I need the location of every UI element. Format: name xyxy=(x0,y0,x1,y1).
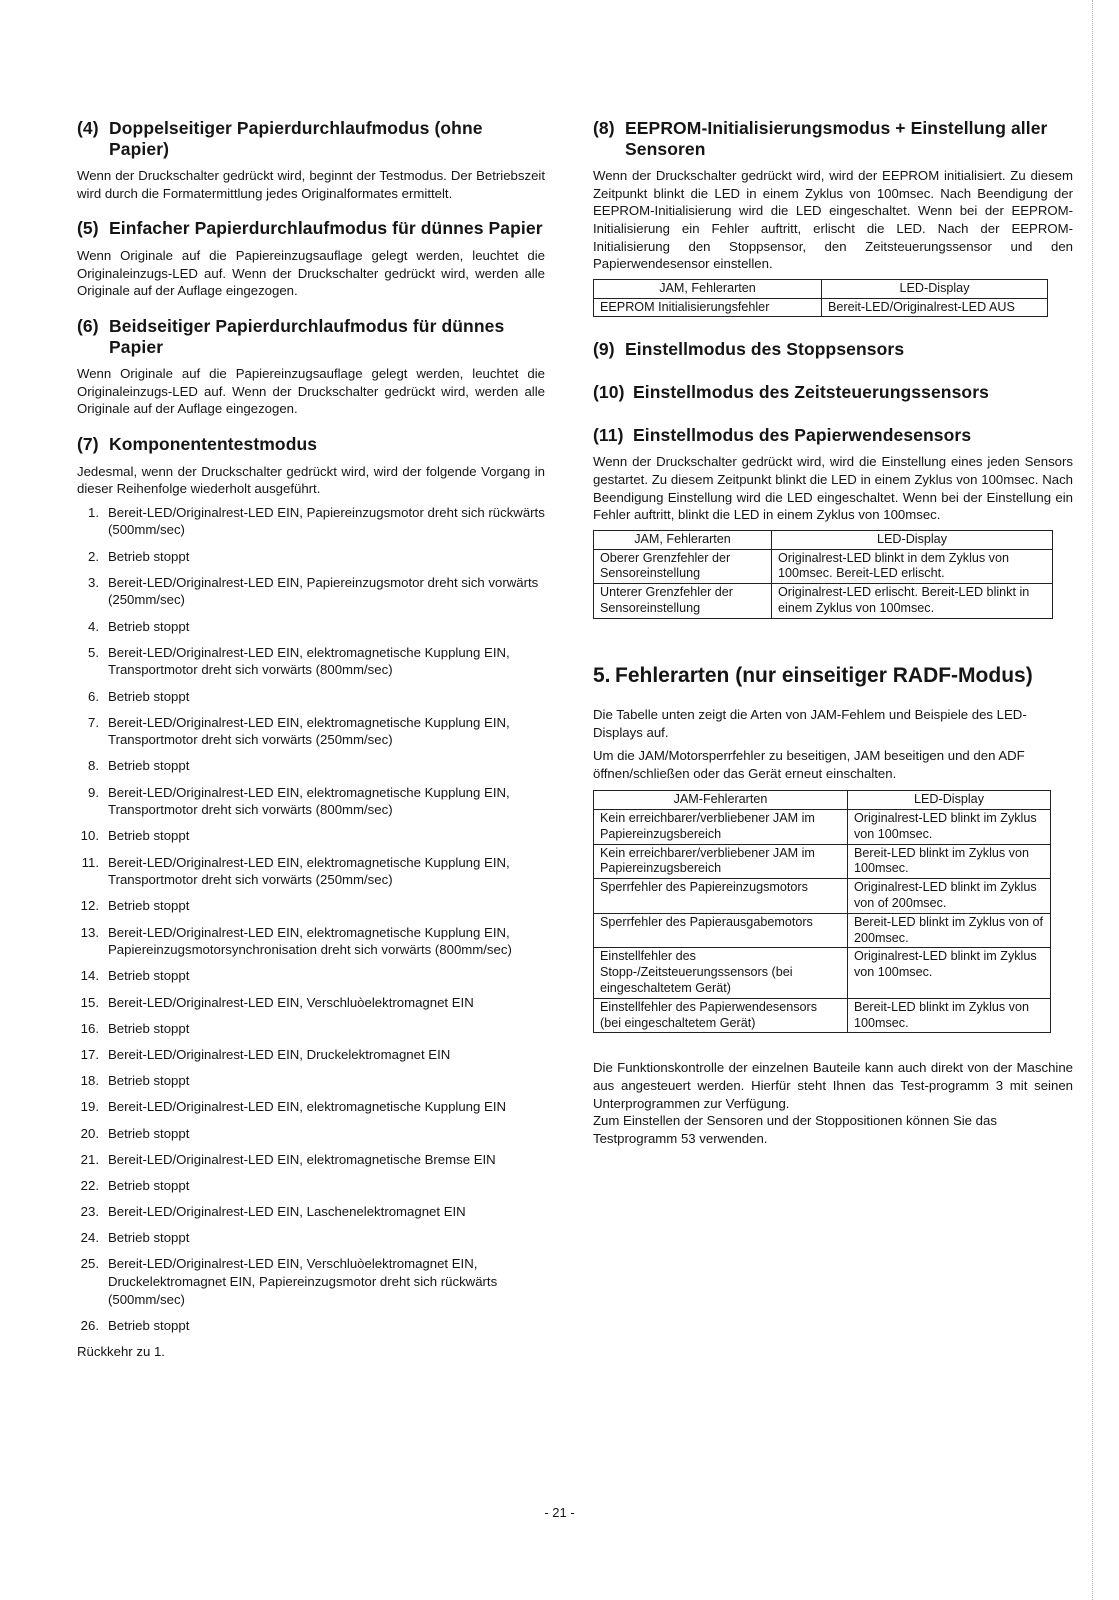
table-row xyxy=(594,948,1051,998)
list-item xyxy=(77,994,545,1012)
step-text: Bereit-LED/Originalrest-LED EIN, Papiereinzugsmotor dreht sich vorwärts (250mm/sec) xyxy=(108,574,539,608)
closing-text-2: Zum Einstellen der Sensoren und der Stoppositionen können Sie das Testprogramm 53 verwenden. xyxy=(593,1113,997,1146)
table-row xyxy=(594,298,1048,317)
step-text: Bereit-LED/Originalrest-LED EIN, Verschluòelektromagnet EIN xyxy=(108,994,474,1010)
step-number: 23. xyxy=(80,1204,99,1220)
section-7 xyxy=(77,434,545,1361)
list-item xyxy=(77,1020,545,1038)
table-cell: Originalrest-LED blinkt im Zyklus von 100msec. xyxy=(848,948,1051,998)
step-text: Bereit-LED/Originalrest-LED EIN, elektromagnetische Kupplung EIN, Transportmotor dreht sich vorwärts (250mm/sec) xyxy=(108,714,510,748)
section-heading: (5) Einfacher Papierdurchlaufmodus für dünnes Papier xyxy=(77,218,543,239)
step-number: 4. xyxy=(88,618,99,634)
table-row xyxy=(594,584,1053,619)
step-number: 2. xyxy=(88,548,99,564)
table-cell: Unterer Grenzfehler der Sensoreinstellung xyxy=(594,584,772,619)
section-4 xyxy=(77,118,545,202)
step-text: Betrieb stoppt xyxy=(108,688,190,704)
table-cell: Kein erreichbarer/verbliebener JAM im Papiereinzugsbereich xyxy=(594,844,848,879)
list-item xyxy=(77,1098,545,1116)
step-text: Betrieb stoppt xyxy=(108,898,190,914)
list-item xyxy=(77,574,545,609)
step-text: Betrieb stoppt xyxy=(108,1317,190,1333)
table-header-cell: JAM-Fehlerarten xyxy=(594,791,848,810)
step-text: Betrieb stoppt xyxy=(108,828,190,844)
step-number: 10. xyxy=(80,828,99,844)
step-text: Bereit-LED/Originalrest-LED EIN, elektromagnetische Kupplung EIN, Transportmotor dreht sich vorwärts (800mm/sec) xyxy=(108,644,510,678)
section-text: Wenn der Druckschalter gedrückt wird, wird der EEPROM initialisiert. Zu diesem Zeitpunkt blinkt die LED in einem Zyklus von 100msec. Nach Beendigung der EEPROM-Initialisierung wird die LED eingeschaltet. Wenn bei der EEPROM-Initialisierung ein Fehler auftritt, erlischt die LED. Nach der EEPROM-Initialisierung den Stoppsensor, den Zeitsteuerungssensor und den Papierwendesensor einstellen. xyxy=(593,168,1073,272)
step-text: Betrieb stoppt xyxy=(108,968,190,984)
list-item xyxy=(77,644,545,679)
step-text: Betrieb stoppt xyxy=(108,1020,190,1036)
chapter-heading: 5. Fehlerarten (nur einseitiger RADF-Modus) xyxy=(593,663,1033,687)
list-item xyxy=(77,1317,545,1335)
list-item xyxy=(77,897,545,915)
sensor-error-table xyxy=(593,530,1053,619)
section-heading: (6) Beidseitiger Papierdurchlaufmodus für dünnes Papier xyxy=(77,315,505,357)
step-text: Bereit-LED/Originalrest-LED EIN, elektromagnetische Kupplung EIN, Transportmotor dreht sich vorwärts (250mm/sec) xyxy=(108,854,510,888)
section-text: Wenn der Druckschalter gedrückt wird, wird die Einstellung eines jeden Sensors gestartet. Zu diesem Zeitpunkt blinkt die LED in einem Zyklus von 100msec. Nach Beendigung Einstellung wird die LED eingeschaltet. Wenn bei der Einstellung ein Fehler auftritt, blinkt die LED in einem Zyklus von 100msec. xyxy=(593,454,1073,523)
list-item xyxy=(77,1203,545,1221)
table-header-row xyxy=(594,279,1048,298)
section-heading: (11) Einstellmodus des Papierwendesensors xyxy=(593,424,972,445)
step-number: 20. xyxy=(80,1125,99,1141)
chapter-text-2: Um die JAM/Motorsperrfehler zu beseitigen, JAM beseitigen und den ADF öffnen/schließen oder das Gerät erneut einschalten. xyxy=(593,748,1025,781)
step-text: Bereit-LED/Originalrest-LED EIN, elektromagnetische Kupplung EIN xyxy=(108,1099,507,1115)
table-row xyxy=(594,998,1051,1033)
table-header-row xyxy=(594,791,1051,810)
jam-error-table xyxy=(593,790,1051,1033)
eeprom-error-table xyxy=(593,279,1048,318)
step-number: 13. xyxy=(80,924,99,940)
step-number: 21. xyxy=(80,1151,99,1167)
list-item xyxy=(77,1255,545,1308)
table-cell: Oberer Grenzfehler der Sensoreinstellung xyxy=(594,549,772,584)
step-number: 14. xyxy=(80,968,99,984)
section-6 xyxy=(77,316,545,418)
step-text: Betrieb stoppt xyxy=(108,618,190,634)
table-cell: Bereit-LED blinkt im Zyklus von of 200msec. xyxy=(848,913,1051,948)
step-text: Bereit-LED/Originalrest-LED EIN, elektromagnetische Bremse EIN xyxy=(108,1151,496,1167)
list-item xyxy=(77,1072,545,1090)
table-cell: Sperrfehler des Papierausgabemotors xyxy=(594,913,848,948)
table-cell: Kein erreichbarer/verbliebener JAM im Papiereinzugsbereich xyxy=(594,810,848,845)
list-item xyxy=(77,1125,545,1143)
list-item xyxy=(77,504,545,539)
list-item xyxy=(77,1046,545,1064)
table-header-row xyxy=(594,530,1053,549)
table-cell: Originalrest-LED erlischt. Bereit-LED blinkt in einem Zyklus von 100msec. xyxy=(772,584,1053,619)
table-row xyxy=(594,879,1051,914)
step-number: 12. xyxy=(80,898,99,914)
list-item xyxy=(77,714,545,749)
section-heading: (8) EEPROM-Initialisierungsmodus + Einstellung aller Sensoren xyxy=(593,118,1048,159)
step-text: Bereit-LED/Originalrest-LED EIN, elektromagnetische Kupplung EIN, Transportmotor dreht sich vorwärts (800mm/sec) xyxy=(108,784,510,818)
table-cell: Originalrest-LED blinkt in dem Zyklus von 100msec. Bereit-LED erlischt. xyxy=(772,549,1053,584)
table-cell: Originalrest-LED blinkt im Zyklus von 100msec. xyxy=(848,810,1051,845)
step-text: Betrieb stoppt xyxy=(108,1073,190,1089)
table-cell: Bereit-LED blinkt im Zyklus von 100msec. xyxy=(848,998,1051,1033)
table-cell: Bereit-LED/Originalrest-LED AUS xyxy=(822,298,1048,317)
closing-text-1: Die Funktionskontrolle der einzelnen Bauteile kann auch direkt von der Maschine aus angesteuert werden. Hierfür steht Ihnen das Test-programm 3 mit seinen Unterprogrammen zur Verfügung. xyxy=(593,1060,1073,1111)
table-cell: Sperrfehler des Papiereinzugsmotors xyxy=(594,879,848,914)
section-11 xyxy=(593,425,1073,619)
step-text: Betrieb stoppt xyxy=(108,758,190,774)
list-item xyxy=(77,924,545,959)
step-text: Bereit-LED/Originalrest-LED EIN, Verschluòelektromagnet EIN, Druckelektromagnet EIN, Papiereinzugsmotor dreht sich rückwärts (500mm/sec) xyxy=(108,1256,498,1307)
table-row xyxy=(594,844,1051,879)
page-number: - 21 - xyxy=(544,1505,575,1520)
table-header-cell: JAM, Fehlerarten xyxy=(594,279,822,298)
step-text: Betrieb stoppt xyxy=(108,1177,190,1193)
step-text: Betrieb stoppt xyxy=(108,1230,190,1246)
section-5 xyxy=(77,218,545,299)
step-text: Bereit-LED/Originalrest-LED EIN, Papiereinzugsmotor dreht sich rückwärts (500mm/sec) xyxy=(108,504,545,538)
step-number: 22. xyxy=(80,1177,99,1193)
section-text: Jedesmal, wenn der Druckschalter gedrückt wird, wird der folgende Vorgang in dieser Reihenfolge wiederholt ausgeführt. xyxy=(77,463,545,497)
list-item xyxy=(77,757,545,775)
list-item xyxy=(77,548,545,566)
step-number: 5. xyxy=(88,644,99,660)
table-cell: EEPROM Initialisierungsfehler xyxy=(594,298,822,317)
table-header-cell: LED-Display xyxy=(822,279,1048,298)
section-heading: (4) Doppelseitiger Papierdurchlaufmodus (ohne Papier) xyxy=(77,118,483,159)
section-text: Wenn Originale auf die Papiereinzugsauflage gelegt werden, leuchtet die Originaleinzugs-LED auf. Wenn der Druckschalter gedrückt wird, werden alle Originale auf der Auflage eingezogen. xyxy=(77,248,545,299)
step-number: 18. xyxy=(80,1073,99,1089)
list-item xyxy=(77,1177,545,1195)
step-number: 6. xyxy=(88,688,99,704)
step-number: 26. xyxy=(80,1317,99,1333)
step-number: 24. xyxy=(80,1230,99,1246)
step-text: Bereit-LED/Originalrest-LED EIN, elektromagnetische Kupplung EIN, Papiereinzugsmotorsynchronisation dreht sich vorwärts (800mm/sec) xyxy=(108,924,512,958)
table-row xyxy=(594,549,1053,584)
section-heading: (10) Einstellmodus des Zeitsteuerungssensors xyxy=(593,382,989,403)
step-number: 15. xyxy=(80,994,99,1010)
table-cell: Einstellfehler des Papierwendesensors (bei eingeschaltetem Gerät) xyxy=(594,998,848,1033)
list-item xyxy=(77,967,545,985)
step-text: Bereit-LED/Originalrest-LED EIN, Laschenelektromagnet EIN xyxy=(108,1204,466,1220)
table-header-cell: LED-Display xyxy=(772,530,1053,549)
left-column xyxy=(77,118,545,1377)
list-item xyxy=(77,784,545,819)
step-number: 9. xyxy=(88,784,99,800)
step-list xyxy=(77,504,545,1335)
table-cell: Einstellfehler des Stopp-/Zeitsteuerungssensors (bei eingeschaltetem Gerät) xyxy=(594,948,848,998)
section-heading: (7) Komponententestmodus xyxy=(77,433,318,454)
section-text: Wenn Originale auf die Papiereinzugsauflage gelegt werden, leuchtet die Originaleinzugs-LED auf. Wenn der Druckschalter gedrückt wird, werden alle Originale auf der Auflage eingezogen. xyxy=(77,366,545,417)
step-text: Bereit-LED/Originalrest-LED EIN, Druckelektromagnet EIN xyxy=(108,1046,451,1062)
list-item xyxy=(77,854,545,889)
step-number: 25. xyxy=(80,1256,99,1272)
table-cell: Originalrest-LED blinkt im Zyklus von of 200msec. xyxy=(848,879,1051,914)
table-row xyxy=(594,810,1051,845)
list-item xyxy=(77,1151,545,1169)
return-text: Rückkehr zu 1. xyxy=(77,1344,165,1359)
step-number: 8. xyxy=(88,758,99,774)
chapter-text-1: Die Tabelle unten zeigt die Arten von JAM-Fehlem und Beispiele des LED-Displays auf. xyxy=(593,706,1027,740)
step-number: 16. xyxy=(80,1020,99,1036)
table-cell: Bereit-LED blinkt im Zyklus von 100msec. xyxy=(848,844,1051,879)
list-item xyxy=(77,618,545,636)
step-number: 11. xyxy=(81,854,99,870)
scan-edge xyxy=(1091,0,1093,1600)
table-header-cell: LED-Display xyxy=(848,791,1051,810)
list-item xyxy=(77,1229,545,1247)
table-header-cell: JAM, Fehlerarten xyxy=(594,530,772,549)
section-9 xyxy=(593,339,1073,360)
step-number: 7. xyxy=(88,714,99,730)
section-heading: (9) Einstellmodus des Stoppsensors xyxy=(593,339,905,360)
table-row xyxy=(594,913,1051,948)
list-item xyxy=(77,688,545,706)
section-10 xyxy=(593,382,1073,403)
section-text: Wenn der Druckschalter gedrückt wird, beginnt der Testmodus. Der Betriebszeit wird durch die Formatermittlung jedes Originalformates ermittelt. xyxy=(77,168,545,201)
step-text: Betrieb stoppt xyxy=(108,548,190,564)
step-number: 1. xyxy=(88,504,99,520)
list-item xyxy=(77,827,545,845)
section-8 xyxy=(593,118,1073,317)
right-column xyxy=(593,118,1073,1147)
step-text: Betrieb stoppt xyxy=(108,1125,190,1141)
step-number: 19. xyxy=(80,1099,99,1115)
step-number: 3. xyxy=(88,574,99,590)
step-number: 17. xyxy=(80,1046,99,1062)
